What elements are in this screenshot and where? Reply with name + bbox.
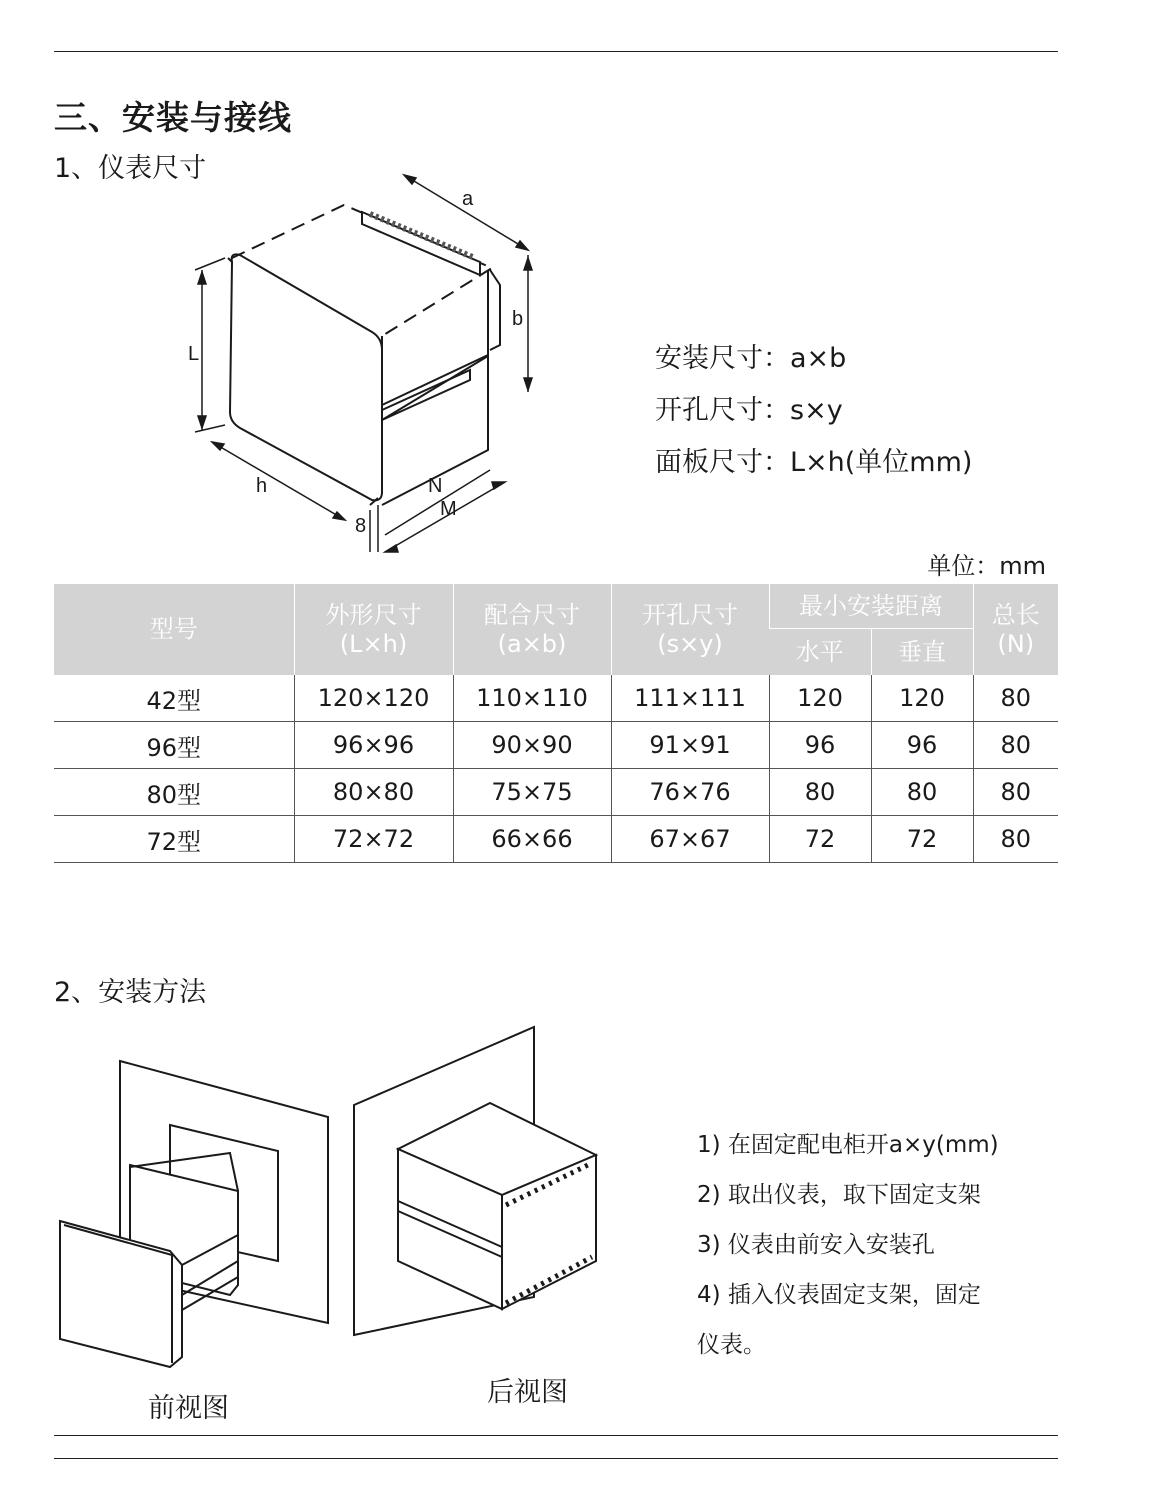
- terminal-block: [362, 212, 480, 275]
- header-min-distance: 最小安装距离: [769, 584, 973, 629]
- unit-label: 单位：mm: [927, 552, 1046, 580]
- cell-length: 80: [973, 675, 1058, 722]
- cell-horizontal: 72: [769, 816, 871, 863]
- label-M: M: [440, 498, 457, 520]
- cell-vertical: 120: [871, 675, 973, 722]
- table-row: [54, 675, 1058, 722]
- cell-vertical: 80: [871, 769, 973, 816]
- cell-vertical: 72: [871, 816, 973, 863]
- cell-outer: 80×80: [294, 769, 453, 816]
- label-b: b: [512, 308, 524, 330]
- table-row: [54, 816, 1058, 863]
- cell-fit: 66×66: [453, 816, 611, 863]
- label-8: 8: [355, 515, 367, 537]
- cell-horizontal: 96: [769, 722, 871, 769]
- label-N: N: [428, 475, 443, 497]
- dimension-table: [54, 584, 1058, 863]
- section-title: 三、安装与接线: [54, 98, 292, 137]
- step-4: 4) 插入仪表固定支架，固定: [697, 1282, 981, 1308]
- cell-vertical: 96: [871, 722, 973, 769]
- table-row: [54, 722, 1058, 769]
- table-row: [54, 769, 1058, 816]
- cell-length: 80: [973, 769, 1058, 816]
- bottom-rule-2: [54, 1458, 1058, 1459]
- spec-panel-size: 面板尺寸：L×h(单位mm): [655, 447, 973, 478]
- cell-cutout: 111×111: [611, 675, 769, 722]
- front-view-illustration: [50, 1055, 350, 1375]
- cell-outer: 120×120: [294, 675, 453, 722]
- header-fit-size: 配合尺寸 (a×b): [453, 584, 611, 675]
- label-h: h: [256, 475, 268, 497]
- header-model: 型号: [54, 584, 294, 675]
- meter-dimension-diagram: [0, 0, 1176, 560]
- cell-cutout: 91×91: [611, 722, 769, 769]
- cell-model: 42型: [54, 675, 294, 722]
- cell-horizontal: 120: [769, 675, 871, 722]
- spec-cutout-size: 开孔尺寸：s×y: [655, 395, 843, 426]
- header-cutout-size: 开孔尺寸 (s×y): [611, 584, 769, 675]
- installation-steps: [697, 1120, 999, 1370]
- cell-horizontal: 80: [769, 769, 871, 816]
- cell-fit: 110×110: [453, 675, 611, 722]
- header-outer-size: 外形尺寸 (L×h): [294, 584, 453, 675]
- step-2: 2) 取出仪表，取下固定支架: [697, 1182, 981, 1208]
- spec-install-size: 安装尺寸：a×b: [655, 343, 847, 374]
- cell-model: 72型: [54, 816, 294, 863]
- cell-outer: 72×72: [294, 816, 453, 863]
- installation-heading: 2、安装方法: [54, 977, 207, 1008]
- rear-view-illustration: [350, 1025, 620, 1345]
- step-3: 3) 仪表由前安入安装孔: [697, 1232, 935, 1258]
- label-a: a: [462, 188, 474, 210]
- header-total-length: 总长 (N): [973, 584, 1058, 675]
- cell-model: 80型: [54, 769, 294, 816]
- cell-cutout: 76×76: [611, 769, 769, 816]
- step-4-continued: 仪表。: [697, 1332, 766, 1358]
- cell-length: 80: [973, 816, 1058, 863]
- front-panel: [230, 254, 382, 500]
- cell-outer: 96×96: [294, 722, 453, 769]
- header-horizontal: 水平: [769, 629, 871, 676]
- cell-cutout: 67×67: [611, 816, 769, 863]
- cell-fit: 90×90: [453, 722, 611, 769]
- header-vertical: 垂直: [871, 629, 973, 676]
- front-view-caption: 前视图: [148, 1393, 229, 1424]
- step-1: 1) 在固定配电柜开a×y(mm): [697, 1132, 999, 1158]
- cell-length: 80: [973, 722, 1058, 769]
- label-L: L: [188, 343, 200, 365]
- cell-model: 96型: [54, 722, 294, 769]
- bottom-rule-1: [54, 1435, 1058, 1436]
- rear-view-caption: 后视图: [487, 1377, 568, 1408]
- dimensions-heading: 1、仪表尺寸: [54, 153, 207, 184]
- cell-fit: 75×75: [453, 769, 611, 816]
